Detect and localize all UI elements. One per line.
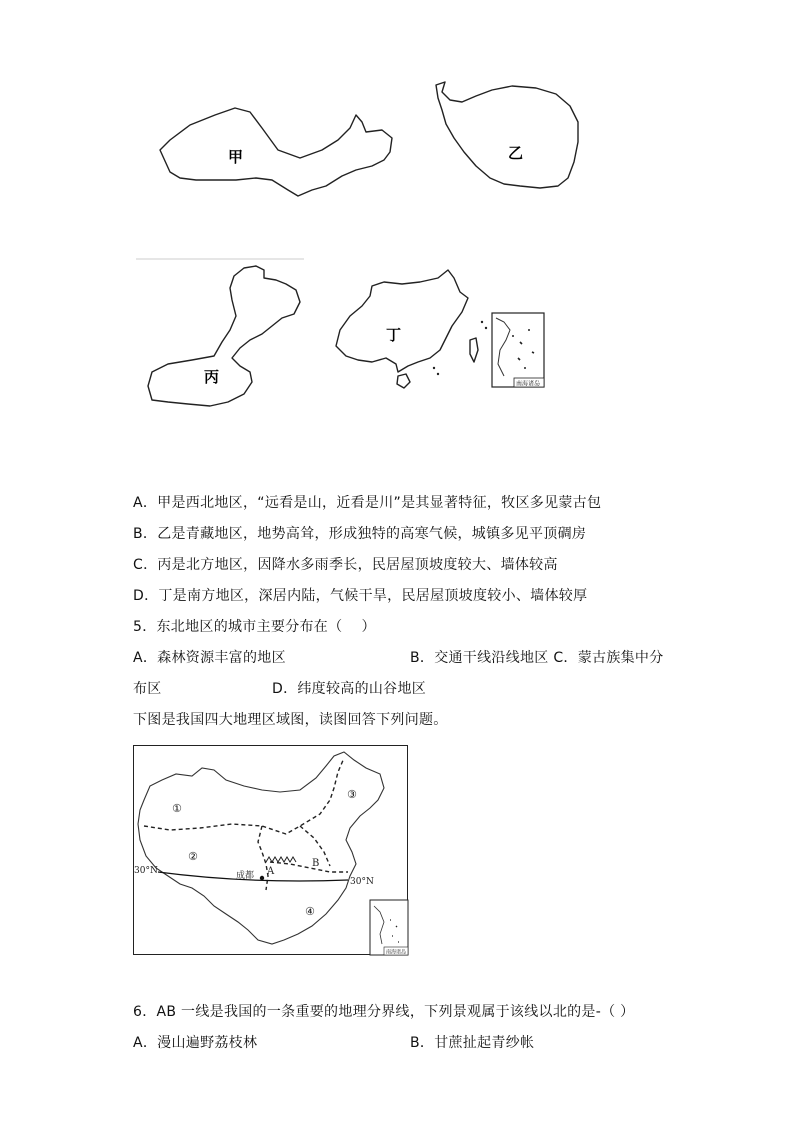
boundary-qinling: [270, 862, 348, 872]
latitude-label-right: 30°N: [350, 877, 374, 887]
region-number-4: ④: [305, 905, 315, 918]
q6-stem: 6．AB 一线是我国的一条重要的地理分界线，下列景观属于该线以北的是-（ ）: [133, 1004, 635, 1020]
q5-option-bc: B．交通干线沿线地区 C．蒙古族集中分: [410, 650, 664, 666]
region-label-bing: 丙: [204, 368, 220, 386]
q6-option-b: B．甘蔗扯起青纱帐: [410, 1035, 535, 1051]
region-label-yi: 乙: [508, 144, 524, 162]
q5-option-d: D．纬度较高的山谷地区: [272, 681, 427, 697]
q6-option-a: A．漫山遍野荔枝林: [133, 1035, 258, 1051]
option-d: D．丁是南方地区，深居内陆，气候干旱，民居屋顶坡度较小、墙体较厚: [133, 588, 588, 604]
mountain-symbols: [266, 857, 296, 862]
point-label-b: B: [312, 858, 320, 869]
q5-option-a: A．森林资源丰富的地区: [133, 650, 286, 666]
option-a: A．甲是西北地区，“远看是山，近看是川”是其显著特征，牧区多见蒙古包: [133, 495, 602, 511]
intro-text: 下图是我国四大地理区域图，读图回答下列问题。: [133, 712, 448, 728]
chengdu-point: [260, 876, 264, 880]
region-number-1: ①: [172, 802, 182, 815]
q5-stem: 5．东北地区的城市主要分布在（ ）: [133, 619, 376, 635]
option-c: C．丙是北方地区，因降水多雨季长，民居屋顶坡度较大、墙体较高: [133, 557, 558, 573]
region-label-ding: 丁: [386, 326, 402, 344]
city-label-chengdu: 成都: [236, 871, 255, 881]
map2-inset-caption: 南海诸岛: [386, 949, 407, 956]
inset-caption: 南海诸岛: [516, 380, 541, 388]
region-number-2: ②: [188, 850, 198, 863]
latitude-label-left: 30°N: [134, 866, 158, 876]
boundary-northwest: [144, 758, 344, 834]
region-label-jia: 甲: [228, 148, 244, 166]
region-number-3: ③: [347, 788, 357, 801]
option-b: B．乙是青藏地区，地势高耸，形成独特的高寒气候，城镇多见平顶碉房: [133, 526, 587, 542]
point-label-a: A: [267, 866, 275, 877]
q5-option-c-cont: 布区: [133, 681, 162, 697]
